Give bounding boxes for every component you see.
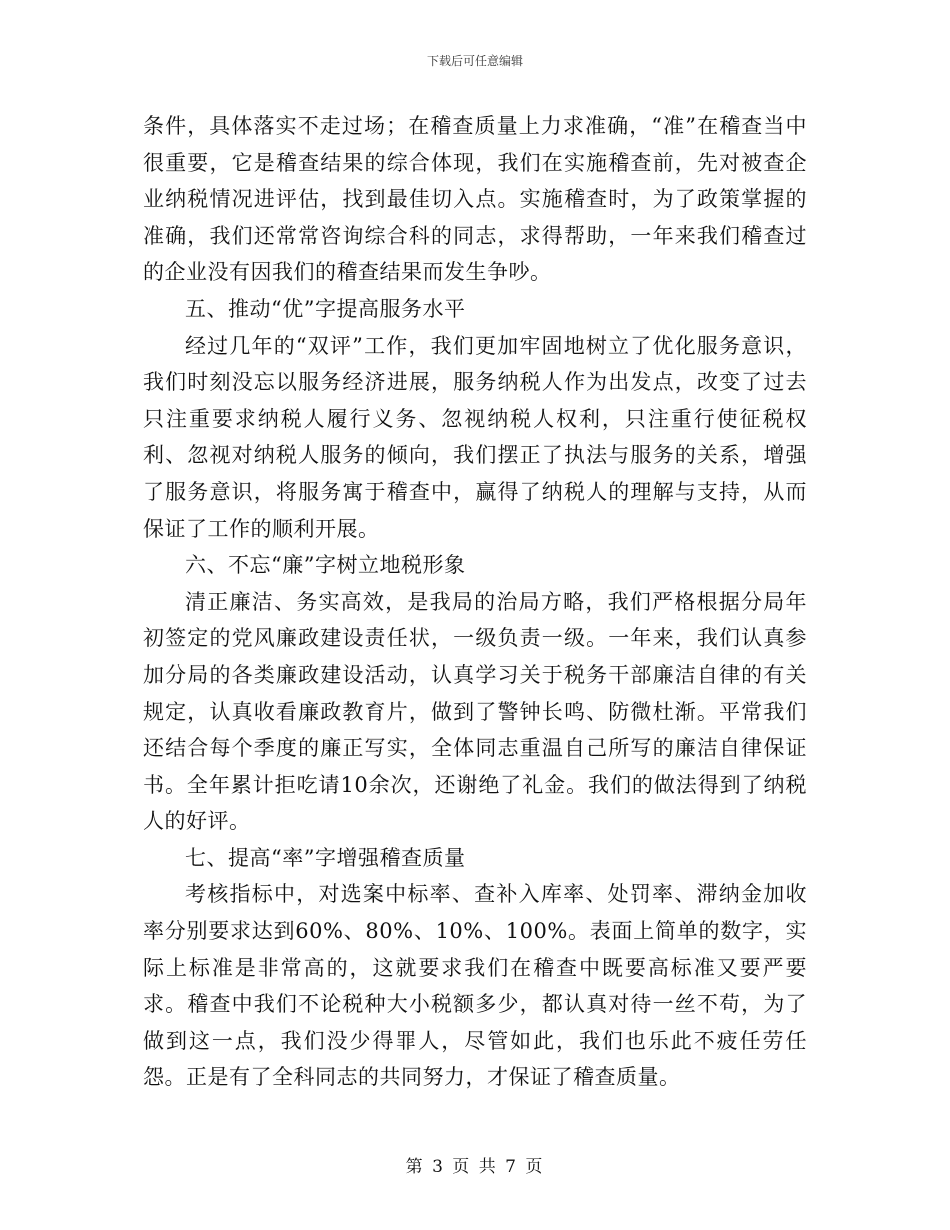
page-header: 下载后可任意编辑 [426,54,523,68]
section-heading-6: 六、不忘“廉”字树立地税形象 [185,553,466,578]
page-number: 第 3 页 共 7 页 [405,1157,545,1177]
paragraph-body-7: 考核指标中，对选案中标率、查补入库率、处罚率、滞纳金加收率分别要求达到60%、80%、10%、100%。表面上简单的数字，实际上标准是非常高的，这就要求我们在稽查中既要高标准又要严要求。稽查中我们不论税种大小税额多少，都认真对待一丝不苟，为了做到这一点，我们没少得罪人，尽管如此，我们也乐此不疲任劳任怨。正是有了全科同志的共同努力，才保证了稽查质量。 [143,882,807,1090]
paragraph-body-5: 经过几年的“双评”工作，我们更加牢固地树立了优化服务意识，我们时刻没忘以服务经济进展，服务纳税人作为出发点，改变了过去只注重要求纳税人履行义务、忽视纳税人权利，只注重行使征税权利、忽视对纳税人服务的倾向，我们摆正了执法与服务的关系，增强了服务意识，将服务寓于稽查中，赢得了纳税人的理解与支持，从而保证了工作的顺利开展。 [143,333,807,541]
paragraph-continuation: 条件，具体落实不走过场；在稽查质量上力求准确，“准”在稽查当中很重要，它是稽查结果的综合体现，我们在实施稽查前，先对被查企业纳税情况进评估，找到最佳切入点。实施稽查时，为了政策掌握的准确，我们还常常咨询综合科的同志，求得帮助，一年来我们稽查过的企业没有因我们的稽查结果而发生争吵。 [143,114,807,285]
document-body [143,108,807,1096]
section-heading-7: 七、提高“率”字增强稽查质量 [185,845,466,870]
paragraph-body-6: 清正廉洁、务实高效，是我局的治局方略，我们严格根据分局年初签定的党风廉政建设责任状，一级负责一级。一年来，我们认真参加分局的各类廉政建设活动，认真学习关于税务干部廉洁自律的有关规定，认真收看廉政教育片，做到了警钟长鸣、防微杜渐。平常我们还结合每个季度的廉正写实，全体同志重温自己所写的廉洁自律保证书。全年累计拒吃请10余次，还谢绝了礼金。我们的做法得到了纳税人的好评。 [143,589,807,834]
section-heading-5: 五、推动“优”字提高服务水平 [185,296,466,321]
